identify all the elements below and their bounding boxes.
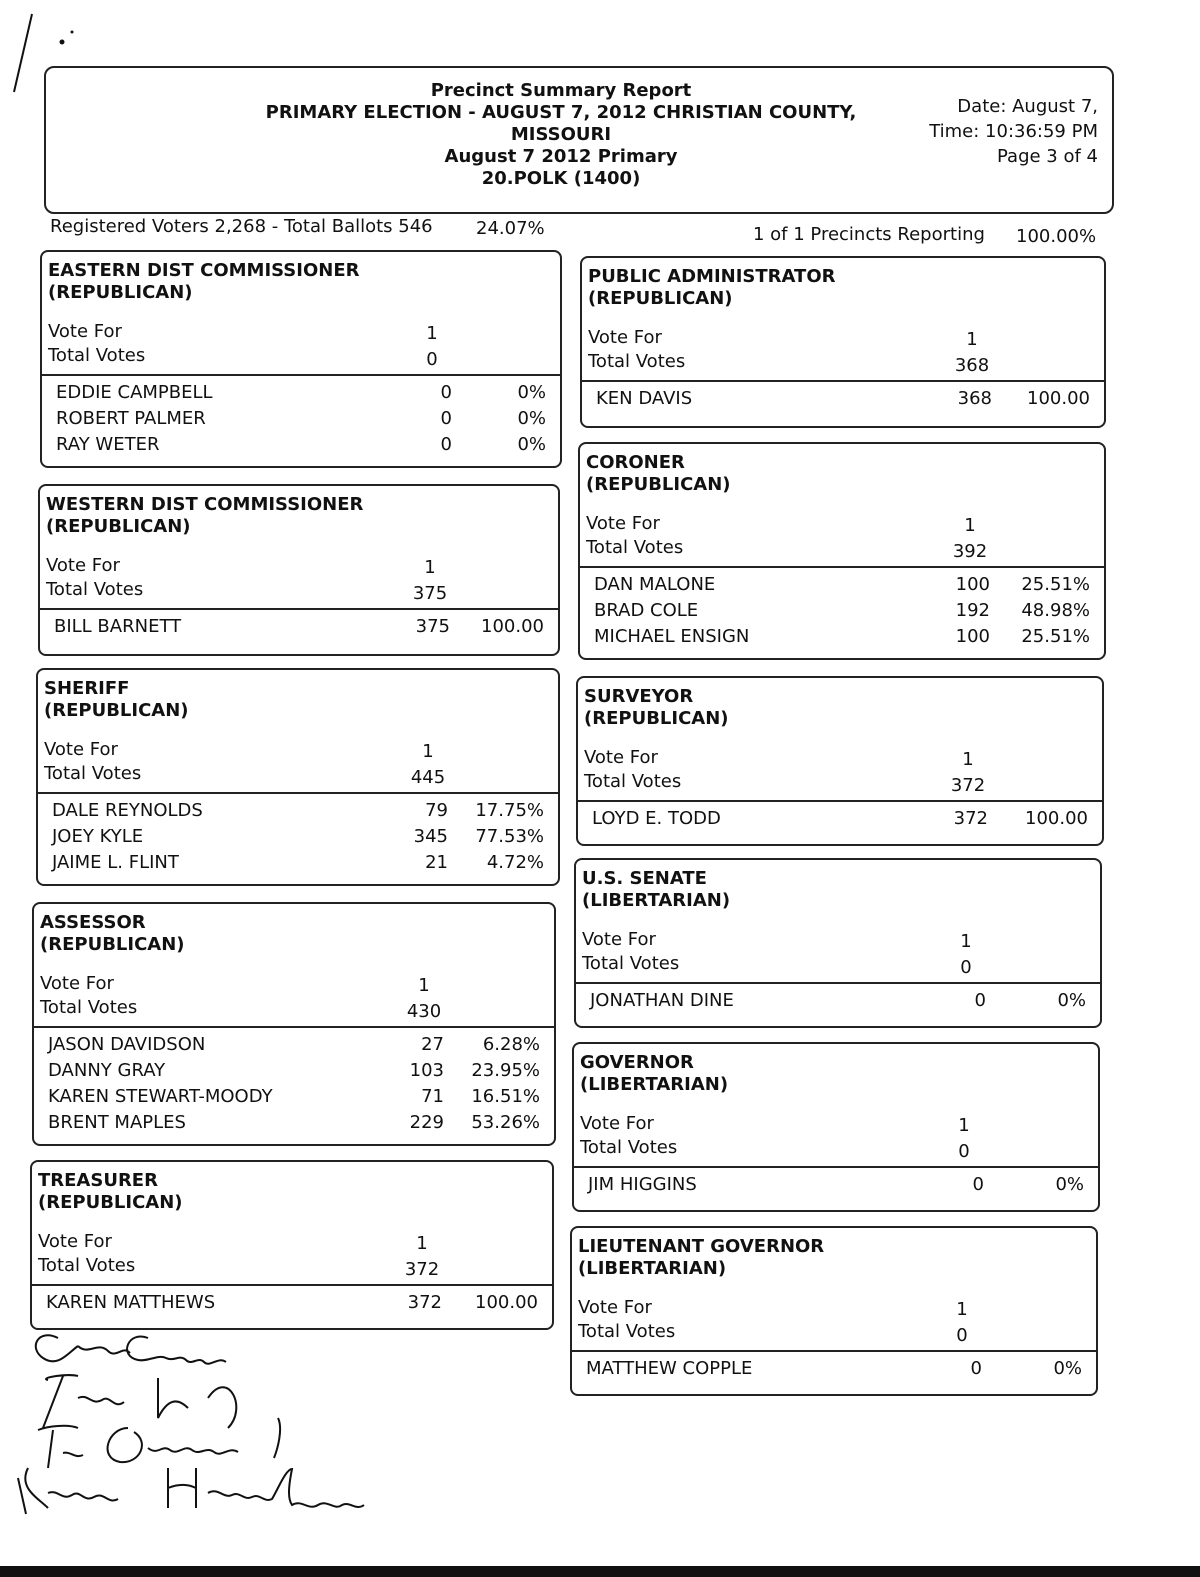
header-title-block [236, 80, 886, 190]
race-box [570, 1226, 1098, 1396]
precincts-reporting: 1 of 1 Precincts Reporting [753, 224, 985, 245]
race-box [574, 858, 1102, 1028]
race-title [46, 494, 363, 538]
candidate-percent: 6.28% [482, 1034, 540, 1055]
total-votes-value: 375 [412, 583, 448, 604]
candidate-percent: 100.00 [1027, 388, 1090, 409]
total-votes-label: Total Votes [46, 579, 144, 600]
candidate-name: KEN DAVIS [596, 388, 693, 409]
vote-for-label: Vote For [44, 739, 118, 760]
total-votes-label: Total Votes [584, 771, 682, 792]
election-line-2: MISSOURI [510, 124, 612, 145]
total-votes-label: Total Votes [580, 1137, 678, 1158]
race-office: U.S. SENATE [582, 868, 707, 889]
candidate-percent: 25.51% [1021, 574, 1090, 595]
race-box [40, 250, 562, 468]
vote-for-value: 1 [418, 975, 430, 996]
candidate-votes: 192 [955, 600, 990, 621]
candidate-name: BRENT MAPLES [48, 1112, 186, 1133]
vote-for-label: Vote For [48, 321, 122, 342]
vote-for-value: 1 [966, 329, 978, 350]
race-office: TREASURER [38, 1170, 158, 1191]
candidate-name: MICHAEL ENSIGN [594, 626, 750, 647]
race-box [580, 256, 1106, 428]
race-divider [578, 800, 1102, 802]
candidate-percent: 100.00 [475, 1292, 538, 1313]
candidate-votes: 372 [407, 1292, 442, 1313]
candidate-percent: 0% [517, 408, 546, 429]
total-votes-value: 372 [950, 775, 986, 796]
race-title [582, 868, 730, 912]
vote-for-value: 1 [958, 1115, 970, 1136]
vote-for-value: 1 [422, 741, 434, 762]
race-box [578, 442, 1106, 660]
candidate-percent: 0% [517, 434, 546, 455]
candidate-votes: 0 [440, 408, 452, 429]
candidate-name: JIM HIGGINS [588, 1174, 697, 1195]
race-divider [38, 792, 558, 794]
race-box [38, 484, 560, 656]
candidate-votes: 100 [955, 574, 990, 595]
vote-for-label: Vote For [582, 929, 656, 950]
total-votes-label: Total Votes [586, 537, 684, 558]
race-office: CORONER [586, 452, 685, 473]
report-date: Date: August 7, [957, 96, 1098, 117]
total-votes-value: 0 [960, 957, 972, 978]
candidate-name: LOYD E. TODD [592, 808, 721, 829]
candidate-votes: 0 [970, 1358, 982, 1379]
race-divider [572, 1350, 1096, 1352]
race-box [572, 1042, 1100, 1212]
total-votes-label: Total Votes [588, 351, 686, 372]
vote-for-label: Vote For [586, 513, 660, 534]
race-party: (REPUBLICAN) [46, 516, 191, 537]
candidate-name: RAY WETER [56, 434, 160, 455]
candidate-votes: 27 [421, 1034, 444, 1055]
race-office: SHERIFF [44, 678, 130, 699]
total-votes-value: 430 [406, 1001, 442, 1022]
race-box [36, 668, 560, 886]
vote-for-value: 1 [424, 557, 436, 578]
race-title [48, 260, 359, 304]
total-votes-value: 0 [956, 1325, 968, 1346]
race-party: (REPUBLICAN) [584, 708, 729, 729]
candidate-percent: 4.72% [486, 852, 544, 873]
vote-for-label: Vote For [38, 1231, 112, 1252]
total-votes-value: 368 [954, 355, 990, 376]
candidate-percent: 25.51% [1021, 626, 1090, 647]
vote-for-value: 1 [416, 1233, 428, 1254]
candidate-votes: 0 [974, 990, 986, 1011]
election-name: August 7 2012 Primary [444, 146, 678, 167]
candidate-name: ROBERT PALMER [56, 408, 206, 429]
candidate-name: JOEY KYLE [52, 826, 144, 847]
race-title [586, 452, 731, 496]
total-votes-value: 445 [410, 767, 446, 788]
candidate-name: DALE REYNOLDS [52, 800, 203, 821]
vote-for-value: 1 [956, 1299, 968, 1320]
race-divider [580, 566, 1104, 568]
candidate-percent: 100.00 [1025, 808, 1088, 829]
race-divider [34, 1026, 554, 1028]
race-party: (REPUBLICAN) [48, 282, 193, 303]
total-votes-label: Total Votes [38, 1255, 136, 1276]
candidate-votes: 0 [972, 1174, 984, 1195]
vote-for-label: Vote For [580, 1113, 654, 1134]
total-votes-label: Total Votes [40, 997, 138, 1018]
candidate-votes: 0 [440, 434, 452, 455]
page-number: Page 3 of 4 [997, 146, 1098, 167]
candidate-votes: 368 [957, 388, 992, 409]
total-votes-label: Total Votes [48, 345, 146, 366]
race-party: (LIBERTARIAN) [578, 1258, 727, 1279]
total-votes-label: Total Votes [582, 953, 680, 974]
header-meta [929, 94, 1098, 169]
report-title: Precinct Summary Report [430, 80, 692, 101]
bottom-edge [0, 1566, 1200, 1577]
candidate-percent: 17.75% [475, 800, 544, 821]
race-title [40, 912, 185, 956]
candidate-name: EDDIE CAMPBELL [56, 382, 213, 403]
race-divider [42, 374, 560, 376]
candidate-percent: 0% [1057, 990, 1086, 1011]
vote-for-label: Vote For [588, 327, 662, 348]
race-office: ASSESSOR [40, 912, 146, 933]
total-votes-value: 0 [426, 349, 438, 370]
candidate-name: KAREN STEWART-MOODY [48, 1086, 273, 1107]
candidate-percent: 53.26% [471, 1112, 540, 1133]
race-box [576, 676, 1104, 846]
total-votes-label: Total Votes [578, 1321, 676, 1342]
race-office: PUBLIC ADMINISTRATOR [588, 266, 836, 287]
vote-for-label: Vote For [40, 973, 114, 994]
race-title [588, 266, 836, 310]
total-votes-label: Total Votes [44, 763, 142, 784]
candidate-votes: 375 [415, 616, 450, 637]
candidate-votes: 79 [425, 800, 448, 821]
report-header [44, 66, 1114, 214]
race-divider [576, 982, 1100, 984]
race-divider [32, 1284, 552, 1286]
vote-for-label: Vote For [46, 555, 120, 576]
registered-voters: Registered Voters 2,268 - Total Ballots 546 [50, 216, 433, 237]
candidate-percent: 16.51% [471, 1086, 540, 1107]
race-party: (REPUBLICAN) [40, 934, 185, 955]
reporting-percent: 100.00% [1016, 226, 1097, 247]
race-party: (REPUBLICAN) [38, 1192, 183, 1213]
candidate-name: MATTHEW COPPLE [586, 1358, 753, 1379]
vote-for-value: 1 [960, 931, 972, 952]
vote-for-value: 1 [962, 749, 974, 770]
turnout-percent: 24.07% [476, 218, 545, 239]
race-office: GOVERNOR [580, 1052, 694, 1073]
candidate-name: BILL BARNETT [54, 616, 182, 637]
race-party: (LIBERTARIAN) [580, 1074, 729, 1095]
candidate-name: BRAD COLE [594, 600, 699, 621]
race-party: (REPUBLICAN) [44, 700, 189, 721]
candidate-votes: 103 [409, 1060, 444, 1081]
candidate-votes: 100 [955, 626, 990, 647]
vote-for-value: 1 [964, 515, 976, 536]
candidate-votes: 21 [425, 852, 448, 873]
race-office: LIEUTENANT GOVERNOR [578, 1236, 825, 1257]
race-office: WESTERN DIST COMMISSIONER [46, 494, 364, 515]
candidate-name: JONATHAN DINE [590, 990, 734, 1011]
race-party: (LIBERTARIAN) [582, 890, 731, 911]
candidate-votes: 71 [421, 1086, 444, 1107]
candidate-name: DAN MALONE [594, 574, 716, 595]
candidate-percent: 0% [1055, 1174, 1084, 1195]
race-divider [40, 608, 558, 610]
candidate-votes: 372 [953, 808, 988, 829]
total-votes-value: 392 [952, 541, 988, 562]
candidate-name: JAIME L. FLINT [52, 852, 179, 873]
race-box [30, 1160, 554, 1330]
candidate-percent: 100.00 [481, 616, 544, 637]
race-divider [582, 380, 1104, 382]
candidate-votes: 0 [440, 382, 452, 403]
total-votes-value: 0 [958, 1141, 970, 1162]
race-office: SURVEYOR [584, 686, 694, 707]
candidate-name: DANNY GRAY [48, 1060, 166, 1081]
precinct-name: 20.POLK (1400) [481, 168, 641, 189]
race-office: EASTERN DIST COMMISSIONER [48, 260, 360, 281]
vote-for-label: Vote For [584, 747, 658, 768]
candidate-percent: 0% [517, 382, 546, 403]
total-votes-value: 372 [404, 1259, 440, 1280]
candidate-votes: 229 [409, 1112, 444, 1133]
election-line-1: PRIMARY ELECTION - AUGUST 7, 2012 CHRISTIAN COUNTY, [265, 102, 857, 123]
candidate-name: JASON DAVIDSON [48, 1034, 206, 1055]
candidate-percent: 48.98% [1021, 600, 1090, 621]
race-box [32, 902, 556, 1146]
candidate-percent: 23.95% [471, 1060, 540, 1081]
report-time: Time: 10:36:59 PM [929, 121, 1098, 142]
vote-for-value: 1 [426, 323, 438, 344]
race-title [38, 1170, 183, 1214]
race-party: (REPUBLICAN) [588, 288, 733, 309]
race-party: (REPUBLICAN) [586, 474, 731, 495]
race-divider [574, 1166, 1098, 1168]
candidate-percent: 0% [1053, 1358, 1082, 1379]
candidate-name: KAREN MATTHEWS [46, 1292, 216, 1313]
candidate-percent: 77.53% [475, 826, 544, 847]
vote-for-label: Vote For [578, 1297, 652, 1318]
candidate-votes: 345 [413, 826, 448, 847]
race-title [44, 678, 189, 722]
race-title [578, 1236, 824, 1280]
signatures [8, 1318, 428, 1518]
race-title [580, 1052, 728, 1096]
race-title [584, 686, 729, 730]
